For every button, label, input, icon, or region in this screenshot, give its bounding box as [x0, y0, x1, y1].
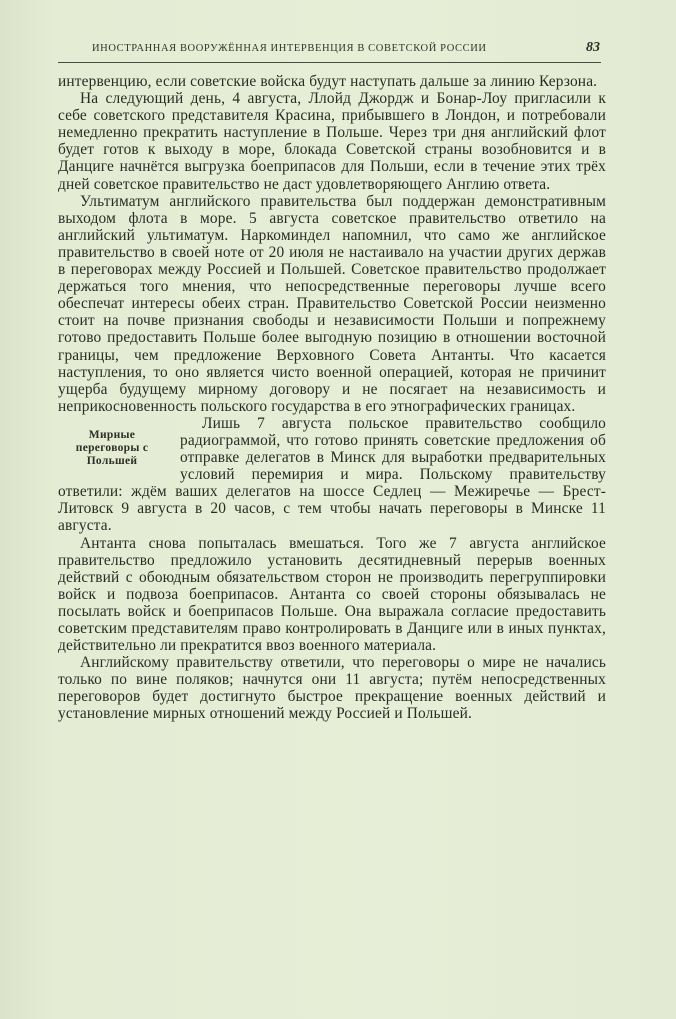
- header-rule: [58, 62, 601, 63]
- running-header: [92, 40, 600, 58]
- paragraph: Антанта снова попыталась вмешаться. Того же 7 августа английское правительство предложило установить десятидневный перерыв военных действий с обоюдным обязательством сторон не производить перегруппировки войск и подвоза боеприпасов. Антанта со своей стороны обязывалась не посылать войск и боеприпасов Польше. Она выражала согласие предоставить советским представителям право контролировать в Данциге или в иных пунктах, действительно ли прекратится ввоз военного материала.: [58, 534, 606, 655]
- body-text: [58, 73, 606, 723]
- paragraph: интервенцию, если советские войска будут наступать дальше за линию Керзона.: [58, 73, 598, 90]
- margin-side-note: Мирные переговоры с Польшей: [75, 428, 149, 467]
- side-note-block: [58, 415, 606, 535]
- paragraph: Ультиматум английского правительства был поддержан демонстративным выходом флота в море. 5 августа советское правительство ответило на английский ультиматум. Наркоминдел напомнил, что само же английское правительство в своей ноте от 20 июля не настаивало на участии других держав в переговорах между Россией и Польшей. Советское правительство продолжает держаться того мнения, что непосредственные переговоры лучше всего обеспечат интересы обеих стран. Правительство Советской России неизменно стоит на почве признания свободы и независимости Польши и попрежнему готово предоставить Польше более выгодную позицию в отношении восточной границы, чем предложение Верховного Совета Антанты. Что касается наступления, то оно является чисто военной операцией, которая не причинит ущерба будущему мирному договору и не посягает на независимость и неприкосновенность польского государства в его этнографических границах.: [58, 192, 606, 415]
- paragraph: Английскому правительству ответили, что переговоры о мире не начались только по вине поляков; начнутся они 11 августа; путём непосредственных переговоров будет достигнуто быстрое прекращение военных действий и установление мирных отношений между Россией и Польшей.: [58, 654, 606, 723]
- running-title: ИНОСТРАННАЯ ВООРУЖЁННАЯ ИНТЕРВЕНЦИЯ В СОВЕТСКОЙ РОССИИ: [92, 43, 487, 54]
- paragraph: На следующий день, 4 августа, Ллойд Джордж и Бонар-Лоу пригласили к себе советского представителя Красина, прибывшего в Лондон, и потребовали немедленно прекратить наступление в Польше. Через три дня английский флот будет готов к выходу в море, блокада Советской страны возобновится и в Данциге начнётся выгрузка боеприпасов для Польши, если в течение этих трёх дней советское правительство не даст удовлетворяющего Англию ответа.: [58, 90, 606, 193]
- paragraph: Лишь 7 августа польское правительство сообщило радиограммой, что готово принять советские предложения об отправке делегатов в Минск для выработки предварительных условий перемирия и мира. Польскому правительству ответили: ждём ваших делегатов на шоссе Седлец — Межиречье — Брест-Литовск 9 августа в 20 часов, с тем чтобы начать переговоры в Минске 11 августа.: [58, 414, 606, 535]
- page-number: 83: [586, 40, 600, 55]
